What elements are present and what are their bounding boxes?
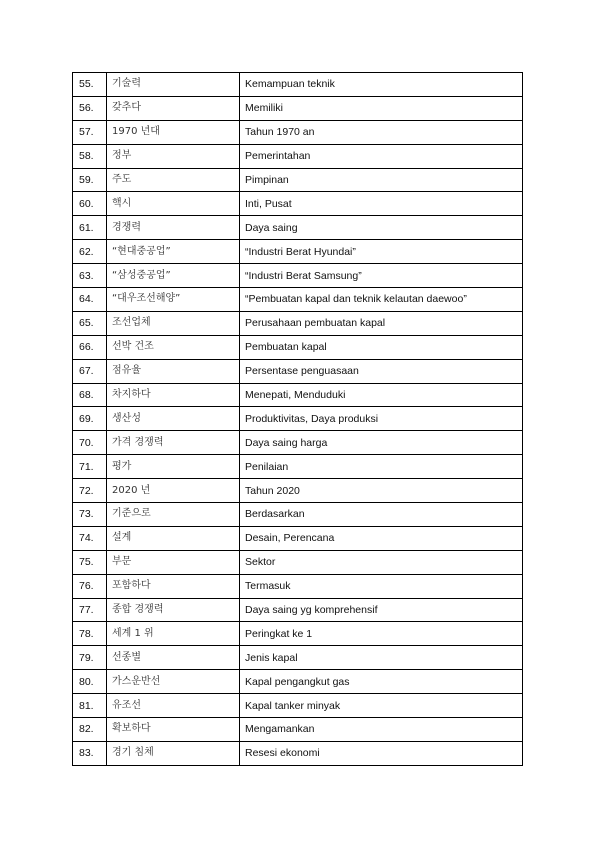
table-row	[73, 73, 523, 97]
table-row	[73, 240, 523, 264]
indonesian-translation-cell: Kemampuan teknik	[240, 73, 523, 97]
table-row	[73, 431, 523, 455]
korean-term-cell: 세계 1 위	[107, 622, 240, 646]
table-row	[73, 192, 523, 216]
row-number-cell: 83.	[73, 741, 107, 765]
indonesian-translation-cell: Mengamankan	[240, 718, 523, 742]
indonesian-translation-cell: Pemerintahan	[240, 144, 523, 168]
table-row	[73, 550, 523, 574]
table-row	[73, 694, 523, 718]
korean-term-cell: 부문	[107, 550, 240, 574]
row-number-cell: 70.	[73, 431, 107, 455]
table-row	[73, 455, 523, 479]
indonesian-translation-cell: Termasuk	[240, 574, 523, 598]
korean-term-cell: 유조선	[107, 694, 240, 718]
row-number-cell: 78.	[73, 622, 107, 646]
table-row	[73, 479, 523, 503]
korean-term-cell: 주도	[107, 168, 240, 192]
table-row	[73, 311, 523, 335]
row-number-cell: 80.	[73, 670, 107, 694]
indonesian-translation-cell: Berdasarkan	[240, 503, 523, 527]
row-number-cell: 76.	[73, 574, 107, 598]
table-row	[73, 646, 523, 670]
table-row	[73, 96, 523, 120]
table-row	[73, 216, 523, 240]
korean-term-cell: 갖추다	[107, 96, 240, 120]
korean-term-cell: 포함하다	[107, 574, 240, 598]
row-number-cell: 69.	[73, 407, 107, 431]
table-row	[73, 574, 523, 598]
row-number-cell: 63.	[73, 264, 107, 288]
indonesian-translation-cell: Daya saing yg komprehensif	[240, 598, 523, 622]
indonesian-translation-cell: Tahun 2020	[240, 479, 523, 503]
indonesian-translation-cell: Kapal pengangkut gas	[240, 670, 523, 694]
indonesian-translation-cell: Resesi ekonomi	[240, 741, 523, 765]
vocabulary-table-body	[73, 73, 523, 766]
korean-term-cell: 정부	[107, 144, 240, 168]
table-row	[73, 288, 523, 312]
row-number-cell: 55.	[73, 73, 107, 97]
vocabulary-table	[72, 72, 523, 766]
korean-term-cell: 2020 년	[107, 479, 240, 503]
indonesian-translation-cell: “Pembuatan kapal dan teknik kelautan daewoo”	[240, 288, 523, 312]
table-row	[73, 741, 523, 765]
indonesian-translation-cell: Penilaian	[240, 455, 523, 479]
row-number-cell: 79.	[73, 646, 107, 670]
korean-term-cell: 평가	[107, 455, 240, 479]
korean-term-cell: 조선업체	[107, 311, 240, 335]
indonesian-translation-cell: Menepati, Menduduki	[240, 383, 523, 407]
row-number-cell: 72.	[73, 479, 107, 503]
table-row	[73, 168, 523, 192]
row-number-cell: 82.	[73, 718, 107, 742]
indonesian-translation-cell: Inti, Pusat	[240, 192, 523, 216]
table-row	[73, 670, 523, 694]
row-number-cell: 77.	[73, 598, 107, 622]
table-row	[73, 335, 523, 359]
indonesian-translation-cell: Persentase penguasaan	[240, 359, 523, 383]
korean-term-cell: 설계	[107, 526, 240, 550]
table-row	[73, 120, 523, 144]
indonesian-translation-cell: Kapal tanker minyak	[240, 694, 523, 718]
table-row	[73, 383, 523, 407]
korean-term-cell: 핵시	[107, 192, 240, 216]
indonesian-translation-cell: Perusahaan pembuatan kapal	[240, 311, 523, 335]
row-number-cell: 67.	[73, 359, 107, 383]
row-number-cell: 73.	[73, 503, 107, 527]
indonesian-translation-cell: Daya saing harga	[240, 431, 523, 455]
korean-term-cell: 차지하다	[107, 383, 240, 407]
korean-term-cell: 선종별	[107, 646, 240, 670]
korean-term-cell: 1970 년대	[107, 120, 240, 144]
korean-term-cell: 가스운반선	[107, 670, 240, 694]
korean-term-cell: 기술력	[107, 73, 240, 97]
row-number-cell: 75.	[73, 550, 107, 574]
row-number-cell: 58.	[73, 144, 107, 168]
indonesian-translation-cell: Tahun 1970 an	[240, 120, 523, 144]
row-number-cell: 74.	[73, 526, 107, 550]
korean-term-cell: 확보하다	[107, 718, 240, 742]
row-number-cell: 59.	[73, 168, 107, 192]
row-number-cell: 56.	[73, 96, 107, 120]
indonesian-translation-cell: Produktivitas, Daya produksi	[240, 407, 523, 431]
row-number-cell: 62.	[73, 240, 107, 264]
table-row	[73, 144, 523, 168]
korean-term-cell: “현대중공업”	[107, 240, 240, 264]
korean-term-cell: 경기 침체	[107, 741, 240, 765]
table-row	[73, 718, 523, 742]
indonesian-translation-cell: Pembuatan kapal	[240, 335, 523, 359]
row-number-cell: 81.	[73, 694, 107, 718]
korean-term-cell: 경쟁력	[107, 216, 240, 240]
table-row	[73, 359, 523, 383]
indonesian-translation-cell: Desain, Perencana	[240, 526, 523, 550]
korean-term-cell: 가격 경쟁력	[107, 431, 240, 455]
table-row	[73, 407, 523, 431]
indonesian-translation-cell: Pimpinan	[240, 168, 523, 192]
korean-term-cell: 선박 건조	[107, 335, 240, 359]
indonesian-translation-cell: “Industri Berat Hyundai”	[240, 240, 523, 264]
row-number-cell: 68.	[73, 383, 107, 407]
table-row	[73, 264, 523, 288]
indonesian-translation-cell: Jenis kapal	[240, 646, 523, 670]
indonesian-translation-cell: Sektor	[240, 550, 523, 574]
korean-term-cell: 종합 경쟁력	[107, 598, 240, 622]
row-number-cell: 57.	[73, 120, 107, 144]
korean-term-cell: 점유율	[107, 359, 240, 383]
row-number-cell: 60.	[73, 192, 107, 216]
indonesian-translation-cell: Memiliki	[240, 96, 523, 120]
table-row	[73, 598, 523, 622]
indonesian-translation-cell: Peringkat ke 1	[240, 622, 523, 646]
korean-term-cell: 생산성	[107, 407, 240, 431]
row-number-cell: 71.	[73, 455, 107, 479]
row-number-cell: 64.	[73, 288, 107, 312]
indonesian-translation-cell: Daya saing	[240, 216, 523, 240]
row-number-cell: 65.	[73, 311, 107, 335]
table-row	[73, 526, 523, 550]
table-row	[73, 622, 523, 646]
table-row	[73, 503, 523, 527]
korean-term-cell: “대우조선해양”	[107, 288, 240, 312]
korean-term-cell: 기준으로	[107, 503, 240, 527]
korean-term-cell: “삼성중공업”	[107, 264, 240, 288]
row-number-cell: 66.	[73, 335, 107, 359]
indonesian-translation-cell: “Industri Berat Samsung”	[240, 264, 523, 288]
row-number-cell: 61.	[73, 216, 107, 240]
